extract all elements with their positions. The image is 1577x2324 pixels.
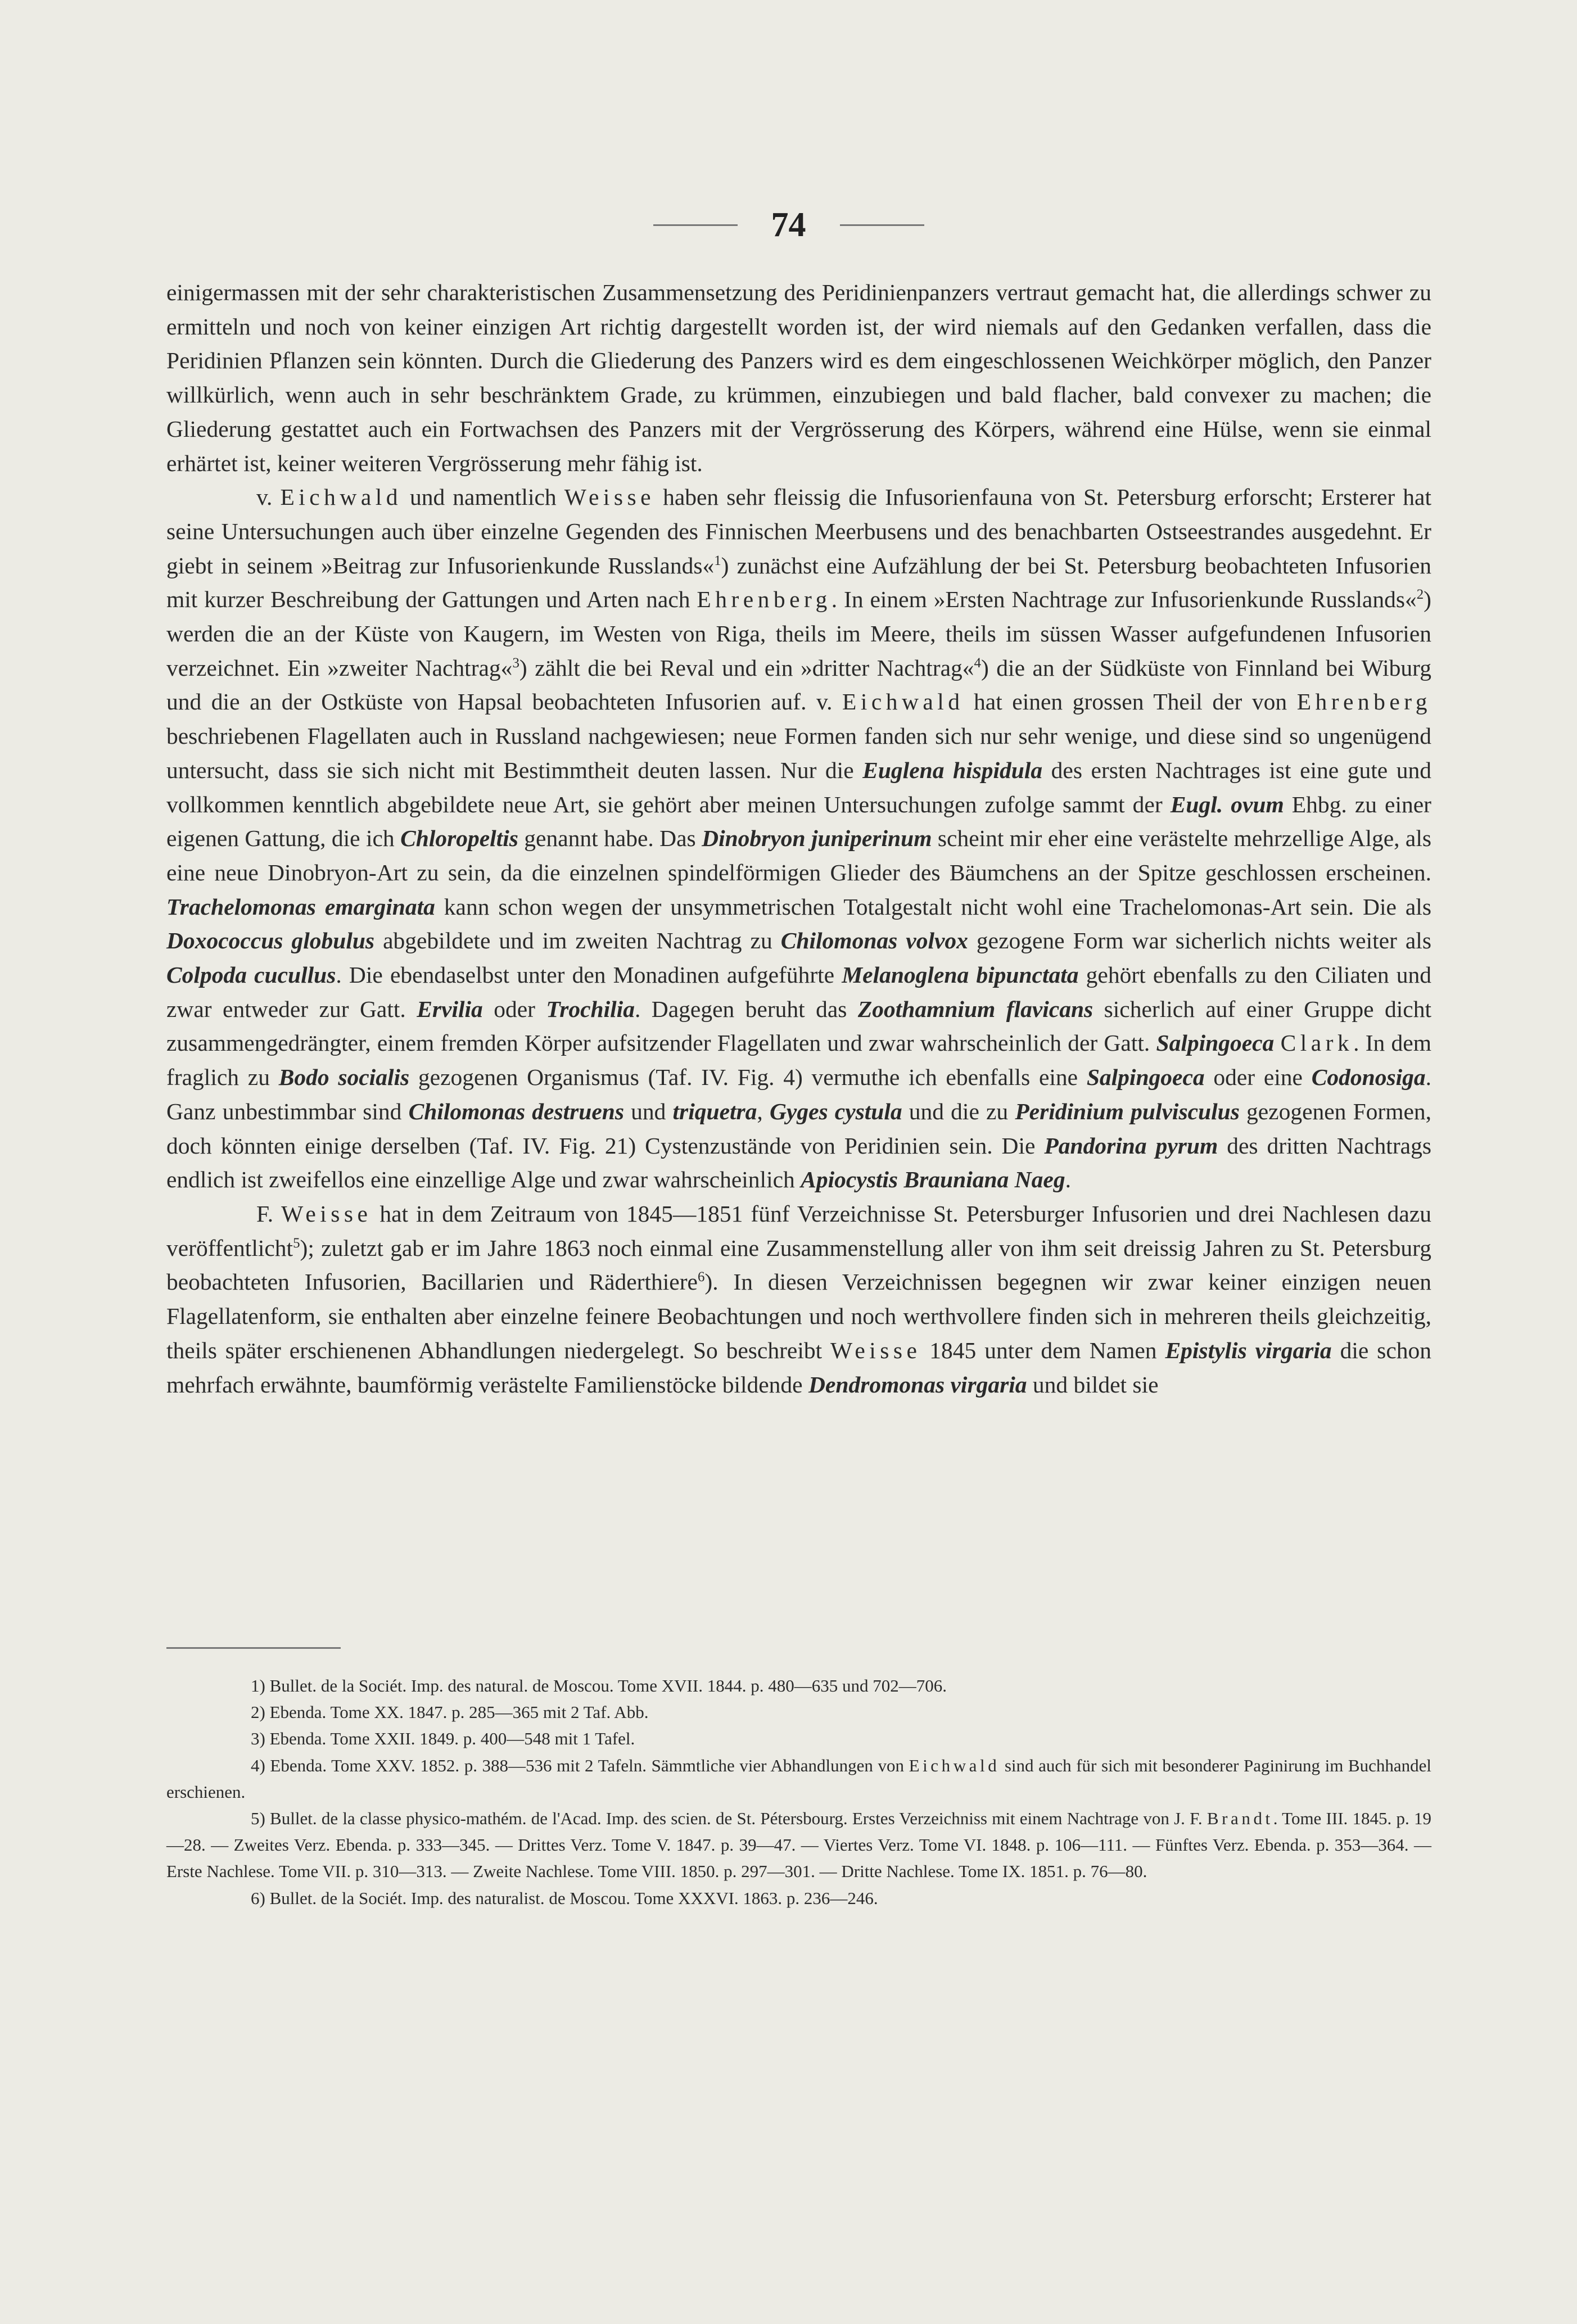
taxon-name: Codonosiga <box>1311 1064 1426 1091</box>
footnote-ref: 5 <box>293 1235 300 1251</box>
taxon-name: Salpingoeca <box>1156 1030 1275 1056</box>
taxon-name: Euglena hispidula <box>862 757 1043 783</box>
text-run: scheint mir eher eine verästelte mehrzellige Alge, als eine neue Dinobryon-Art zu sein, da die einzelnen spindelförmigen Glieder des Bäumchens an der Spitze geschlossen erscheinen. <box>166 825 1432 885</box>
taxon-name: Trochilia <box>546 996 635 1022</box>
footnote-ref: 6 <box>697 1269 705 1285</box>
taxon-name: Ervilia <box>417 996 483 1022</box>
text-run: gezogene Form war sicherlich nichts weiter als <box>968 928 1431 954</box>
taxon-name: Eugl. ovum <box>1170 791 1284 817</box>
text-run: ) die an der Südküste von Finnland bei Wiburg und die an der Ostküste von Hapsal beobachteten Infusorien auf. v. <box>166 654 1431 715</box>
text-run: Ehbg. zu einer eigenen Gattung, die ich <box>166 791 1431 852</box>
author-name: Brandt <box>1207 1808 1273 1829</box>
text-run: 1) Bullet. de la Sociét. Imp. des natural. de Moscou. Tome XVII. 1844. p. 480—635 und 702—706. <box>251 1676 947 1695</box>
paragraph <box>166 480 1431 1197</box>
text-run: . <box>1065 1166 1071 1193</box>
taxon-name: Gyges cystula <box>769 1098 902 1124</box>
footnote <box>166 1725 1431 1752</box>
taxon-name: Pandorina pyrum <box>1044 1132 1218 1159</box>
footnote <box>166 1699 1431 1725</box>
text-run: einigermassen mit der sehr charakteristischen Zusammensetzung des Peridinienpanzers vertraut gemacht hat, die allerdings schwer zu ermitteln und noch von keiner einzigen Art richtig dargestellt worden ist, der wird niemals auf den Gedanken verfallen, dass die Peridinien Pflanzen sein könnten. Durch die Gliederung des Panzers wird es dem eingeschlossenen Weichkörper möglich, den Panzer willkürlich, wenn auch in sehr beschränktem Grade, zu krümmen, einzubiegen und bald flacher, bald convexer zu machen; die Gliederung gestattet auch ein Fortwachsen des Panzers mit der Vergrösserung des Körpers, während eine Hülse, wenn sie einmal erhärtet ist, keiner weiteren Vergrösserung mehr fähig ist. <box>166 279 1431 476</box>
text-run: 3) Ebenda. Tome XXII. 1849. p. 400—548 mit 1 Tafel. <box>251 1729 635 1749</box>
main-text <box>166 275 1431 1401</box>
text-run: gezogenen Organismus (Taf. IV. Fig. 4) vermuthe ich ebenfalls eine <box>409 1064 1087 1091</box>
text-run: oder eine <box>1204 1064 1312 1091</box>
text-run: ) werden die an der Küste von Kaugern, im Westen von Riga, theils im Meere, theils im süssen Wasser aufgefundenen Infusorien verzeichnet. Ein »zweiter Nachtrag« <box>166 586 1431 681</box>
footnote-ref: 2 <box>1416 587 1424 603</box>
header-rule-right <box>840 224 924 226</box>
text-run: sind auch für sich mit besonderer Paginirung im Buchhandel erschienen. <box>166 1755 1431 1802</box>
taxon-name: Chilomonas destruens <box>408 1098 625 1124</box>
author-name: Ehrenberg <box>697 586 832 613</box>
text-run: oder <box>482 996 546 1022</box>
text-run: 5) Bullet. de la classe physico-mathém. de l'Acad. Imp. des scien. de St. Pétersbourg. Erstes Verzeichniss mit einem Nachtrage von J. F. <box>251 1808 1207 1829</box>
text-run: . Die ebendaselbst unter den Monadinen aufgeführte <box>336 962 842 988</box>
page-number: 74 <box>771 205 806 244</box>
taxon-name: Apiocystis Brauniana Naeg <box>801 1166 1065 1193</box>
taxon-name: Chloropeltis <box>400 825 518 852</box>
text-run: kann schon wegen der unsymmetrischen Totalgestalt nicht wohl eine Trachelomonas-Art sein. Die als <box>435 893 1431 920</box>
taxon-name: Dendromonas virgaria <box>808 1371 1027 1398</box>
text-run: 4) Ebenda. Tome XXV. 1852. p. 388—536 mit 2 Tafeln. Sämmtliche vier Abhandlungen von <box>251 1755 909 1775</box>
taxon-name: Bodo socialis <box>278 1064 410 1091</box>
text-run: des ersten Nachtrages ist eine gute und vollkommen kenntlich abgebildete neue Art, sie gehört aber meinen Untersuchungen zufolge sammt der <box>166 757 1431 817</box>
text-run: hat einen grossen Theil der von <box>964 689 1297 715</box>
text-run: und namentlich <box>401 484 564 510</box>
author-name: Eichwald <box>842 689 964 715</box>
footnote <box>166 1672 1431 1699</box>
footnote-ref: 3 <box>512 655 519 671</box>
page-header <box>0 202 1577 247</box>
text-run: . Ganz unbestimmbar sind <box>166 1064 1432 1124</box>
text-run <box>1274 1030 1280 1056</box>
footnote <box>166 1885 1431 1911</box>
footnote <box>166 1805 1431 1885</box>
taxon-name: Salpingoeca <box>1086 1064 1205 1091</box>
taxon-name: Peridinium pulvisculus <box>1015 1098 1240 1124</box>
text-run: ); zuletzt gab er im Jahre 1863 noch einmal eine Zusammenstellung aller von ihm seit dreissig Jahren zu St. Petersburg beobachteten Infusorien, Bacillarien und Räderthiere <box>166 1235 1431 1295</box>
author-name: Eichwald <box>909 1755 1000 1775</box>
taxon-name: Chilomonas volvox <box>780 928 968 954</box>
text-run: hat in dem Zeitraum von 1845—1851 fünf Verzeichnisse St. Petersburger Infusorien und drei Nachlesen dazu veröffentlicht <box>166 1200 1431 1261</box>
text-run: und die zu <box>902 1098 1015 1124</box>
text-run: 6) Bullet. de la Sociét. Imp. des naturalist. de Moscou. Tome XXXVI. 1863. p. 236—246. <box>251 1888 878 1908</box>
footnote-ref: 4 <box>974 655 981 671</box>
paragraph <box>166 275 1431 480</box>
author-name: Weisse <box>281 1200 372 1227</box>
text-run: haben sehr fleissig die Infusorienfauna von St. Petersburg erforscht; Ersterer hat seine Untersuchungen auch über einzelne Gegenden des Finnischen Meerbusens und des benachbarten Ostseestrandes ausgedehnt. Er giebt in seinem »Beitrag zur Infusorienkunde Russlands« <box>166 484 1431 578</box>
text-run: . In dem fraglich zu <box>166 1030 1431 1091</box>
paragraph <box>166 1197 1431 1401</box>
text-run: 2) Ebenda. Tome XX. 1847. p. 285—365 mit 2 Taf. Abb. <box>251 1702 649 1722</box>
footnotes <box>166 1672 1431 1911</box>
text-run: und bildet sie <box>1027 1371 1159 1398</box>
taxon-name: Colpoda cucullus <box>166 962 336 988</box>
taxon-name: Trachelomonas emarginata <box>166 893 435 920</box>
text-run: . Dagegen beruht das <box>634 996 858 1022</box>
taxon-name: Zoothamnium flavicans <box>857 996 1093 1022</box>
taxon-name: Dinobryon juniperinum <box>702 825 932 852</box>
header-rule-left <box>653 224 738 226</box>
text-run: . In einem »Ersten Nachtrage zur Infusorienkunde Russlands« <box>831 586 1417 613</box>
taxon-name: Epistylis virgaria <box>1165 1337 1332 1363</box>
author-name: Eichwald <box>280 484 402 510</box>
text-run: , <box>757 1098 770 1124</box>
taxon-name: Melanoglena bipunctata <box>842 962 1079 988</box>
text-run: abgebildete und im zweiten Nachtrag zu <box>374 928 781 954</box>
text-run: v. <box>256 484 281 510</box>
footnote-rule <box>166 1647 341 1649</box>
footnote-ref: 1 <box>714 553 721 568</box>
author-name: Weisse <box>830 1337 921 1363</box>
text-run: . Tome III. 1845. p. 19—28. — Zweites Verz. Ebenda. p. 333—345. — Drittes Verz. Tome V. 1847. p. 39—47. — Viertes Verz. Tome VI. 1848. p. 106—111. — Fünftes Verz. Ebenda. p. 353—364. — Erste Nachlese. Tome VII. p. 310—313. — Zweite Nachlese. Tome VIII. 1850. p. 297—301. — Dritte Nachlese. Tome IX. 1851. p. 76—80. <box>166 1808 1431 1882</box>
text-run: gezogenen Formen, doch könnten einige derselben (Taf. IV. Fig. 21) Cystenzustände von Peridinien sein. Die <box>166 1098 1432 1159</box>
text-run: ). In diesen Verzeichnissen begegnen wir zwar keiner einzigen neuen Flagellatenform, sie enthalten aber einzelne feinere Beobachtungen und noch werthvollere finden sich in mehreren theils gleichzeitig, theils später erschienenen Abhandlungen niedergelegt. So beschreibt <box>166 1269 1431 1363</box>
text-run: gehört ebenfalls zu den Ciliaten und zwar entweder zur Gatt. <box>166 962 1431 1022</box>
text-run: ) zunächst eine Aufzählung der bei St. Petersburg beobachteten Infusorien mit kurzer Beschreibung der Gattungen und Arten nach <box>166 552 1431 613</box>
text-run: sicherlich auf einer Gruppe dicht zusammengedrängter, einem fremden Körper aufsitzender Flagellaten und zwar wahrscheinlich der Gatt. <box>166 996 1431 1056</box>
text-run: genannt habe. Das <box>518 825 702 852</box>
text-run: und <box>624 1098 673 1124</box>
text-run: die schon mehrfach erwähnte, baumförmig verästelte Familienstöcke bildende <box>166 1337 1431 1398</box>
taxon-name: triquetra <box>672 1098 757 1124</box>
author-name: Weisse <box>564 484 656 510</box>
text-run: beschriebenen Flagellaten auch in Russland nachgewiesen; neue Formen fanden sich nur sehr wenige, und diese sind so ungenügend untersucht, dass sie sich nicht mit Bestimmtheit deuten lassen. Nur die <box>166 723 1431 783</box>
text-run: ) zählt die bei Reval und ein »dritter Nachtrag« <box>519 654 974 681</box>
author-name: Ehrenberg <box>1296 689 1431 715</box>
text-run: des dritten Nachtrags endlich ist zweifellos eine einzellige Alge und zwar wahrscheinlich <box>166 1132 1431 1193</box>
text-run: 1845 unter dem Namen <box>921 1337 1165 1363</box>
taxon-name: Doxococcus globulus <box>166 928 375 954</box>
footnote <box>166 1752 1431 1805</box>
author-name: Clark <box>1280 1030 1354 1056</box>
text-run: F. <box>256 1200 282 1227</box>
